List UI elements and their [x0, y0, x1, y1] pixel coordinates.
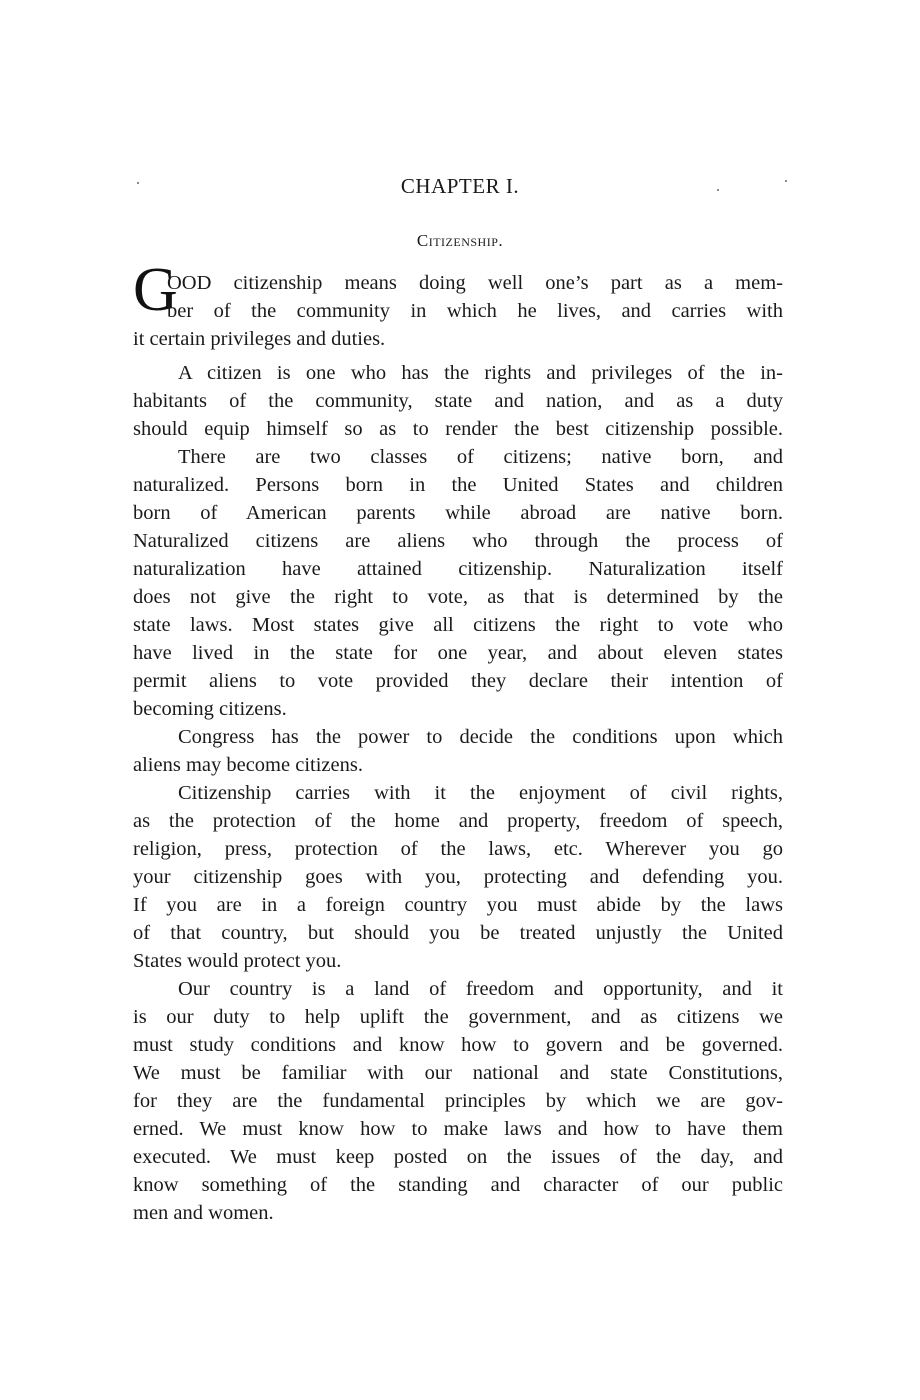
- text-line: Our country is a land of freedom and opportunity, and it: [178, 978, 783, 1000]
- paragraph: [133, 443, 783, 723]
- text-line: men and women.: [133, 1202, 274, 1224]
- text-line: your citizenship goes with you, protecting and defending you.: [133, 866, 783, 888]
- text-line: habitants of the community, state and nation, and as a duty: [133, 390, 783, 412]
- text-line: becoming citizens.: [133, 698, 287, 720]
- text-line: There are two classes of citizens; native born, and: [178, 446, 783, 468]
- text-line: executed. We must keep posted on the issues of the day, and: [133, 1146, 783, 1168]
- text-line: Congress has the power to decide the conditions upon which: [178, 726, 783, 748]
- drop-cap-letter: G: [133, 256, 178, 324]
- text-line: naturalization have attained citizenship. Naturalization itself: [133, 558, 783, 580]
- text-line: of that country, but should you be treated unjustly the United: [133, 922, 783, 944]
- text-line: as the protection of the home and property, freedom of speech,: [133, 810, 783, 832]
- text-line: aliens may become citizens.: [133, 754, 363, 776]
- paragraph: [133, 779, 783, 975]
- chapter-heading: CHAPTER I.: [400, 174, 520, 198]
- text-line: is our duty to help uplift the government, and as citizens we: [133, 1006, 783, 1028]
- text-line: Naturalized citizens are aliens who through the process of: [133, 530, 783, 552]
- text-line: must study conditions and know how to govern and be governed.: [133, 1034, 783, 1056]
- text-line: does not give the right to vote, as that is determined by the: [133, 586, 783, 608]
- text-line: have lived in the state for one year, and about eleven states: [133, 642, 783, 664]
- text-line: born of American parents while abroad are native born.: [133, 502, 783, 524]
- text-line: ber of the community in which he lives, and carries with: [167, 300, 783, 322]
- text-line: permit aliens to vote provided they declare their intention of: [133, 670, 783, 692]
- text-line: know something of the standing and character of our public: [133, 1174, 783, 1196]
- paragraph: [133, 975, 783, 1227]
- text-line: it certain privileges and duties.: [133, 328, 386, 350]
- section-heading: Citizenship.: [416, 231, 504, 250]
- text-line: OOD citizenship means doing well one’s part as a mem-: [167, 272, 783, 294]
- text-line: States would protect you.: [133, 950, 342, 972]
- text-line: erned. We must know how to make laws and how to have them: [133, 1118, 783, 1140]
- body-text: [133, 269, 783, 1227]
- text-line: We must be familiar with our national and state Constitutions,: [133, 1062, 783, 1084]
- text-line: for they are the fundamental principles by which we are gov-: [133, 1090, 783, 1112]
- paragraph: [133, 359, 783, 443]
- text-line: If you are in a foreign country you must abide by the laws: [133, 894, 783, 916]
- text-line: naturalized. Persons born in the United States and children: [133, 474, 783, 496]
- paragraph: [133, 269, 783, 353]
- paragraph: [133, 723, 783, 779]
- text-line: Citizenship carries with it the enjoyment of civil rights,: [178, 782, 783, 804]
- text-line: religion, press, protection of the laws, etc. Wherever you go: [133, 838, 783, 860]
- text-line: state laws. Most states give all citizens the right to vote who: [133, 614, 783, 636]
- text-line: A citizen is one who has the rights and privileges of the in-: [178, 362, 783, 384]
- text-line: should equip himself so as to render the best citizenship possible.: [133, 418, 783, 440]
